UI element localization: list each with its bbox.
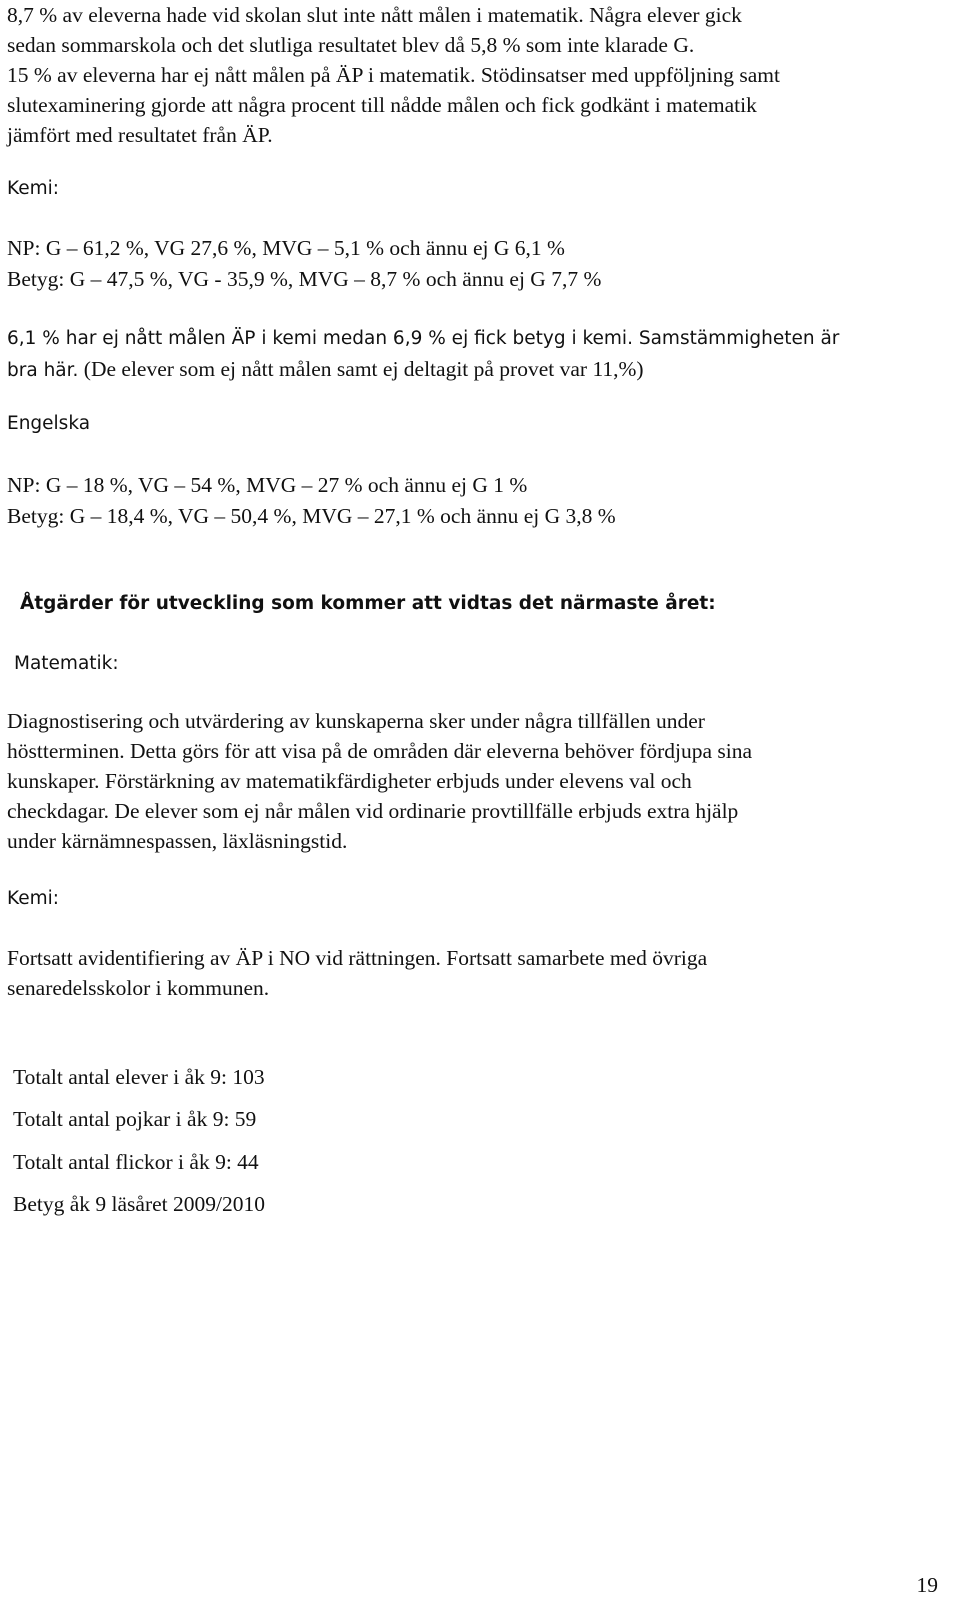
kemi-heading: Kemi: <box>7 178 59 199</box>
intro-line: 15 % av eleverna har ej nått målen på ÄP i matematik. Stödinsatser med uppföljning samt <box>7 63 781 87</box>
matematik-line: kunskaper. Förstärkning av matematikfärdigheter erbjuds under elevens val och <box>7 769 692 793</box>
kemi-note <box>7 324 942 386</box>
page-number: 19 <box>916 1573 938 1597</box>
kemi-np-results: NP: G – 61,2 %, VG 27,6 %, MVG – 5,1 % och ännu ej G 6,1 % <box>7 236 565 260</box>
engelska-np-results: NP: G – 18 %, VG – 54 %, MVG – 27 % och ännu ej G 1 % <box>7 473 528 497</box>
kemi-actions-line: senaredelsskolor i kommunen. <box>7 976 270 1000</box>
kemi-actions-line: Fortsatt avidentifiering av ÄP i NO vid rättningen. Fortsatt samarbete med övriga <box>7 946 708 970</box>
total-boys-stat: Totalt antal pojkar i åk 9: 59 <box>13 1107 257 1131</box>
matematik-line: Diagnostisering och utvärdering av kunskaperna sker under några tillfällen under <box>7 709 705 733</box>
matematik-heading: Matematik: <box>14 653 119 674</box>
kemi-actions-heading: Kemi: <box>7 888 59 909</box>
intro-line: sedan sommarskola och det slutliga resultatet blev då 5,8 % som inte klarade G. <box>7 33 695 57</box>
kemi-note-parenthetical <box>78 357 643 381</box>
matematik-line: höstterminen. Detta görs för att visa på de områden där eleverna behöver fördjupa sina <box>7 739 753 763</box>
engelska-grade-results: Betyg: G – 18,4 %, VG – 50,4 %, MVG – 27,1 % och ännu ej G 3,8 % <box>7 504 616 528</box>
kemi-grade-results: Betyg: G – 47,5 %, VG - 35,9 %, MVG – 8,7 % och ännu ej G 7,7 % <box>7 267 602 291</box>
actions-heading: Åtgärder för utveckling som kommer att vidtas det närmaste året: <box>20 593 716 614</box>
engelska-heading: Engelska <box>7 413 91 434</box>
intro-paragraph <box>7 0 942 150</box>
matematik-line: checkdagar. De elever som ej når målen vid ordinarie provtillfälle erbjuds extra hjälp <box>7 799 739 823</box>
kemi-note-paren-text: (De elever som ej nått målen samt ej deltagit på provet var 11,%) <box>83 357 644 381</box>
intro-line: slutexaminering gjorde att några procent till nådde målen och fick godkänt i matematik <box>7 93 757 117</box>
total-girls-stat: Totalt antal flickor i åk 9: 44 <box>13 1150 259 1174</box>
kemi-note-line: 6,1 % har ej nått målen ÄP i kemi medan 6,9 % ej fick betyg i kemi. Samstämmigheten är <box>7 328 840 349</box>
matematik-actions-paragraph <box>7 706 942 856</box>
kemi-note-line: bra här. <box>7 360 79 381</box>
intro-line: jämfört med resultatet från ÄP. <box>7 123 273 147</box>
intro-line: 8,7 % av eleverna hade vid skolan slut inte nått målen i matematik. Några elever gick <box>7 3 742 27</box>
kemi-actions-paragraph <box>7 943 942 1003</box>
matematik-line: under kärnämnespassen, läxläsningstid. <box>7 829 348 853</box>
total-students-stat: Totalt antal elever i åk 9: 103 <box>13 1065 265 1089</box>
grades-section-title: Betyg åk 9 läsåret 2009/2010 <box>13 1192 265 1216</box>
